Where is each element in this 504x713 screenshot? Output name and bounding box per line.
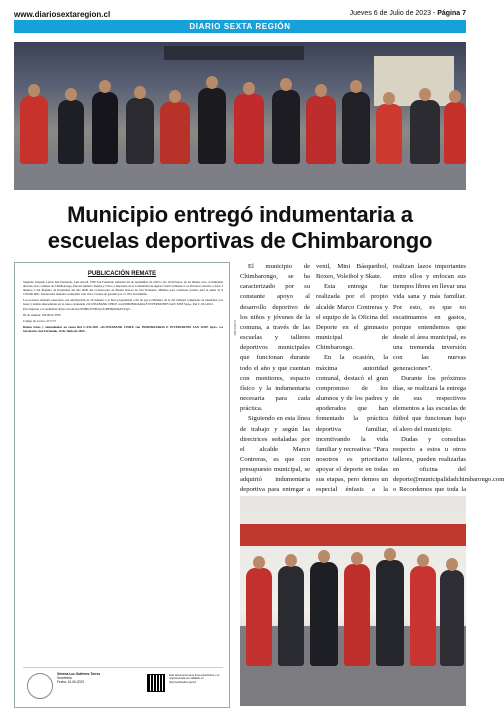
article-paragraph: venil, Mini Básquetbol, Boxeo, Voleibol y Skate. — [316, 263, 388, 281]
signer-date: Fecha: 10-06-2023 — [57, 680, 84, 685]
person-head — [446, 558, 458, 571]
person-head — [169, 90, 181, 103]
person-head — [318, 550, 330, 563]
red-banner — [240, 524, 466, 546]
person-head — [419, 88, 431, 101]
person-head — [253, 556, 265, 569]
qr-caption: Este documento tiene firma electrónica y su original puede ser validado en http://verificadoc.pjud.cl — [169, 674, 220, 684]
notice-paragraph: Segundo Juzgado Letras San Fernando, Luis Ancell 1330 San Fernando rematará 26 de septiembre de 2023 a las 12:00 horas, en un mismo acto, el inmueble ubicado en la comuna de Chimbarongo, Parcela número Treinta y Cinco y Derechos de la Comunidad de Aguas Canal Comunero Los Parronos, inscrito a fojas 3 número 3 del Registro de Propiedad del año 2020 del Conservador de Bienes Raíces de San Fernando. Mínimo para comenzar postura será la suma de $ 150.000.000.- Interesados deberán acompañar vale vista o boleta de garantía por el 10% del mínimo. — [23, 280, 223, 296]
person-head — [65, 88, 77, 101]
person-head — [243, 82, 255, 95]
article-paragraph: Durante los próximos días, se realizará la entrega de sus respectivos elementos a las escuelas de fútbol que funcionan bajo el alero del municipio. — [393, 374, 466, 433]
person — [444, 102, 466, 164]
signature-block — [23, 667, 223, 703]
person-head — [350, 80, 362, 93]
person — [342, 92, 370, 164]
date-text: Jueves 6 de Julio de 2023 - — [349, 10, 438, 17]
article-paragraph: Esta entrega fue realizada por el propio alcalde Marco Contreras y el equipo de la Oficina del Deporte en el gimnasio municipal de Chimbarongo. — [316, 283, 388, 352]
person — [440, 570, 464, 666]
vertical-code: 1234567890 — [233, 320, 237, 336]
person — [278, 566, 304, 666]
signature-text — [57, 672, 137, 685]
article-paragraph: El municipio de Chimbarongo, se ha caracterizado por su constante apoyo al desarrollo deportivo de los niños y jóvenes de la comuna, a través de las escuelas y talleres deportivos municipales que funcionan durante todo el año y que cuentan con monitores, espacio físico y la indumentaria necesaria para cada práctica. — [240, 263, 310, 413]
person — [198, 88, 226, 164]
person-head — [99, 80, 111, 93]
article-paragraph: En la ocasión, la máxima autoridad comunal, destacó el gran compromiso de los alumnos y de los padres y apoderados que han fomentado la práctica deportiva familiar, incentivando la vida familiar y recreativa: “Para nosotros es prioritario apoyar el deporte en todas sus etapas, pero demos un especial énfasis a la — [316, 354, 388, 494]
page-number: Página 7 — [437, 10, 466, 17]
article-paragraph: Siguiendo en esta línea de trabajo y según las directrices señaladas por el alcalde Marco Contreras, es que con presupuesto municipal, se adquirió indumentaria deportiva para entregar a — [240, 415, 310, 494]
site-url[interactable]: www.diariosextaregion.cl — [14, 10, 111, 19]
notice-title: PUBLICACIÓN REMATE — [87, 271, 157, 277]
person — [272, 90, 300, 164]
notice-paragraph: Demás bases y antecedentes en causa Rol C-552-2021 «SCOTIABANK CHILE con INMOBILIARIA E INVERSIONES SAN JOSE SpA». La Secretaria.-San Fernando, 10 de Junio de 2023.- — [23, 325, 223, 334]
notice-link[interactable]: Para ingresar a la audiencia: https://zoom.us/j/93480143790?pwd=MFBjK0Jk4VXQ3... — [23, 307, 132, 312]
section-band — [14, 20, 466, 33]
person-head — [417, 554, 429, 567]
delivery-photo — [240, 496, 466, 706]
signer-role: Secretaria — [57, 676, 72, 681]
notice-paragraph: ID de reunión: 934 8014 3790 — [23, 313, 61, 318]
team-photo — [14, 42, 466, 190]
headline-line-2: escuelas deportivas de Chimbarongo — [47, 228, 433, 253]
person-head — [384, 548, 396, 561]
legal-notice — [14, 262, 230, 708]
person — [58, 100, 84, 164]
person — [310, 562, 338, 666]
article-paragraph: realizan lazos importantes entre ellos y enfocan sus tiempos libres en llevar una vida sana y más familiar. Por esto, es que no escatimamos en gastos, porque entendemos que desde el área municipal, es una tremenda inversión con las nuevas generaciones”. — [393, 263, 466, 372]
person — [376, 104, 402, 164]
person — [20, 96, 48, 164]
headline-line-1: Municipio entregó indumentaria a — [67, 202, 413, 227]
person-head — [206, 76, 218, 89]
person-head — [280, 78, 292, 91]
person-head — [351, 552, 363, 565]
person-head — [285, 554, 297, 567]
notice-paragraph: Los postores deberán conectarse con anticipación de 10 minutos a la hora programada a fin de que la Ministro de fe del tribunal compruebe su identidad. Las bases y demás antecedentes en la causa caratulada «SCOTIABANK CHILE con INMOBILIARIA E INVERSIONES SAN JOSÉ SpA», Rol C-552-2021. — [23, 297, 223, 306]
person — [126, 98, 154, 164]
person — [410, 566, 436, 666]
person — [246, 568, 272, 666]
person-head — [449, 90, 461, 103]
person — [410, 100, 440, 164]
band-title: DIARIO SEXTA REGIÓN — [189, 22, 291, 31]
person — [376, 560, 404, 666]
article-paragraph: Dudas y consultas respecto a estos u otros talleres, pueden realizarlas en oficina del deporte@municipalidadchimbarongo.com o Recordemos que toda la — [393, 435, 504, 494]
person — [160, 102, 190, 164]
person — [344, 564, 370, 666]
person — [234, 94, 264, 164]
person — [306, 96, 336, 164]
notice-body — [23, 281, 223, 336]
page-header — [14, 10, 466, 36]
article-headline — [14, 202, 466, 254]
dateline — [350, 10, 466, 17]
notice-paragraph: Código de acceso: 217173 — [23, 319, 56, 324]
person-head — [134, 86, 146, 99]
court-seal-icon — [27, 673, 53, 699]
signer-name: Ximena Luz Gutiérrez Torres — [57, 672, 101, 676]
person — [92, 92, 118, 164]
person-head — [383, 92, 395, 105]
gym-banner — [164, 46, 304, 60]
qr-code-icon[interactable] — [147, 674, 165, 692]
person-head — [28, 84, 40, 97]
person-head — [315, 84, 327, 97]
article-column-3 — [393, 262, 504, 516]
